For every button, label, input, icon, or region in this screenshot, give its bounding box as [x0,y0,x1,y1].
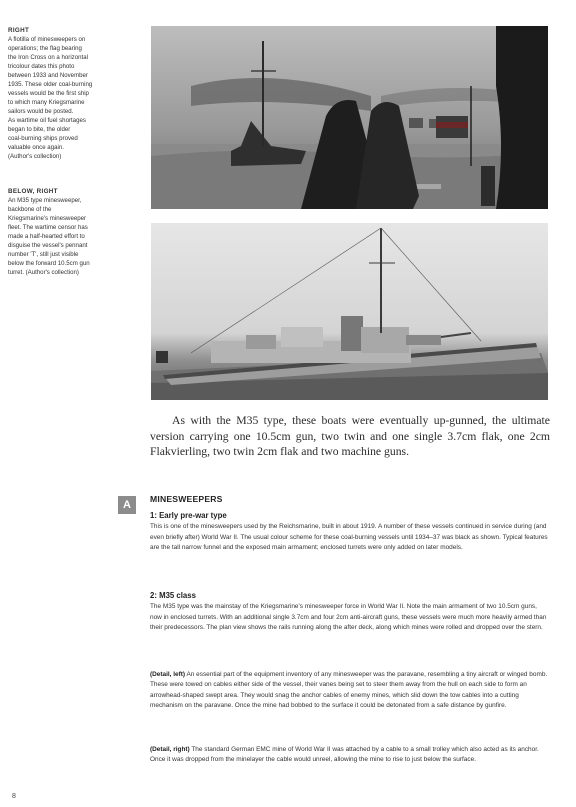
photo-minesweeper-flotilla [151,26,548,209]
caption-line: the Iron Cross on a horizontal [8,54,88,61]
caption-line: below the forward 10.5cm gun [8,260,90,267]
m35-class-heading: 2: M35 class [150,591,196,600]
caption-line: operations; the flag bearing [8,45,82,52]
caption-line: disguise the vessel's pennant [8,242,88,249]
caption-line: An M35 type minesweeper, [8,197,82,204]
caption-line: A flotilla of minesweepers on [8,36,86,43]
caption-line: fleet. The wartime censor has [8,224,88,231]
caption-line: tricolour dates this photo [8,63,75,70]
detail-right-lead: (Detail, right) [150,746,190,753]
caption-line: between 1933 and November [8,72,88,79]
detail-left-lead: (Detail, left) [150,671,186,678]
caption-line: began to bite, the older [8,126,71,133]
caption-heading: RIGHT [8,27,30,34]
detail-right-text: The standard German EMC mine of World War II was attached by a cable to a small trolley which also acted as its anchor. Once it was dropped from the minelayer the cable would unreel, allowing the mine to rise to just below the surface. [150,746,539,764]
caption-line: Kriegsmarine's minesweeper [8,215,87,222]
photo-m35-minesweeper [151,223,548,400]
early-type-heading: 1: Early pre-war type [150,511,227,520]
detail-right-paragraph [150,745,550,766]
page-number: 8 [12,793,16,800]
caption-line: sailors would be posted. [8,108,74,115]
m35-class-text: The M35 type was the mainstay of the Kriegsmarine's minesweeper force in World War II. Note the main armament of two 10.5cm guns, now in enclosed turrets. With an additional single 3.7cm and four 2cm anti-aircraft guns, these vessels were much more heavily armed than their predecessors. The plan view shows the rails running along the after deck, along which mines were rolled and dropped over the stern. [150,603,547,631]
early-type-block [150,511,550,553]
detail-left-text: An essential part of the equipment inventory of any minesweeper was the paravane, resembling a tiny aircraft or winged bomb. These were towed on cables either side of the vessel, their vanes being set to steer them away from the hull on each side to form an arrowhead-shaped swept area. They would snag the anchor cables of enemy mines, which slid down the tow cables into a cutting mechanism on the paravane. Once the mine had bobbed to the surface it could be detonated from a safe distance by gunfire. [150,671,548,709]
intro-paragraph: As with the M35 type, these boats were eventually up-gunned, the ultimate version carrying one 10.5cm gun, two twin and one single 3.7cm flak, one 2cm Flakvierling, two twin 2cm flak and two machine guns. [150,414,550,458]
caption-line: vessels would be the first ship [8,90,89,97]
section-title: MINESWEEPERS [150,494,223,504]
caption-below-right [8,187,138,277]
caption-line: coal-burning ships proved [8,135,78,142]
caption-line: number 'T', still just visible [8,251,79,258]
caption-line: valuable once again. [8,144,64,151]
detail-left-paragraph [150,670,550,711]
caption-line: As wartime oil fuel shortages [8,117,86,124]
caption-line: 1935. These older coal-burning [8,81,93,88]
caption-line: backbone of the [8,206,52,213]
caption-line: made a half-hearted effort to [8,233,85,240]
section-badge: A [118,496,136,514]
caption-heading: BELOW, RIGHT [8,188,58,195]
caption-line: turret. (Author's collection) [8,269,79,276]
caption-line: to which many Kriegsmarine [8,99,85,106]
caption-right [8,26,138,161]
m35-class-block [150,591,550,633]
early-type-text: This is one of the minesweepers used by the Reichsmarine, built in about 1919. A number of these vessels continued in service during (and even briefly after) World War II. The usual colour scheme for these coal-burning vessels until 1934–37 was black as shown. Typical features are the tall narrow funnel and the exposed main armament; enclosed turrets were only added on later models. [150,523,548,551]
caption-line: (Author's collection) [8,153,62,160]
